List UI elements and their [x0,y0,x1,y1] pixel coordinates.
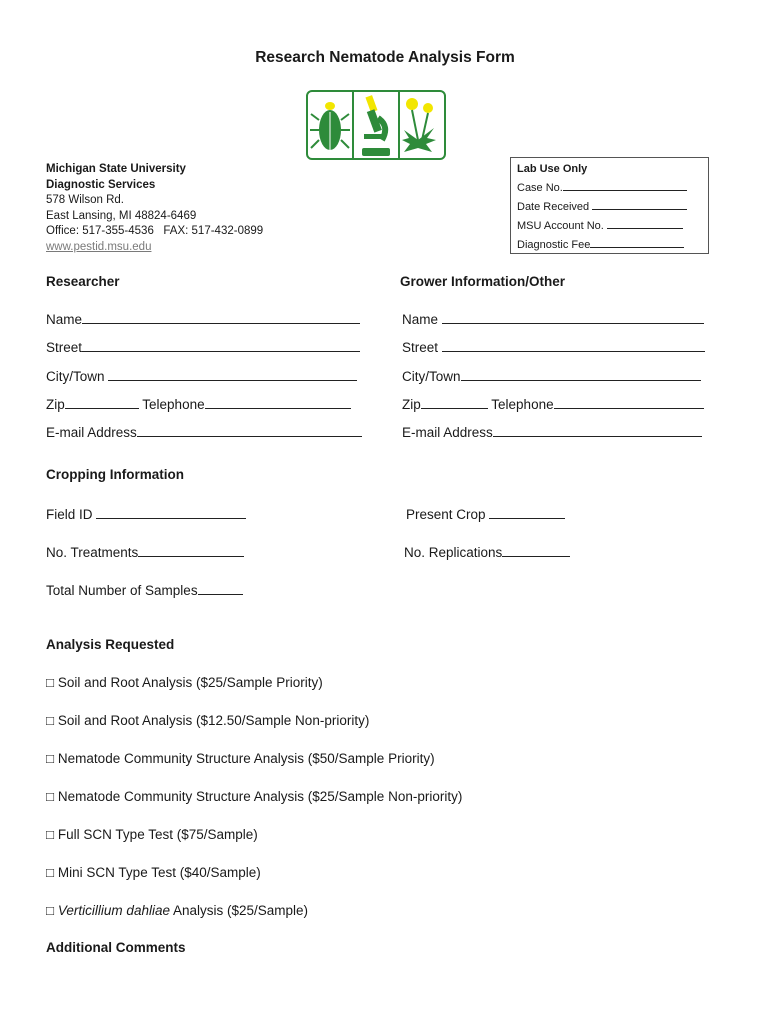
option-label: Nematode Community Structure Analysis ($25/Sample Non-priority) [57,789,463,804]
analysis-option[interactable] [46,827,258,842]
treatments-field[interactable] [46,542,244,560]
grower-street-label: Street [402,340,439,355]
researcher-city-field[interactable] [46,366,357,384]
present-crop-label: Present Crop [406,507,486,522]
researcher-zip-phone-field[interactable] [46,394,351,412]
researcher-city-label: City/Town [46,369,105,384]
checkbox-icon[interactable]: □ [46,675,55,690]
checkbox-icon[interactable]: □ [46,751,55,766]
case-no-label: Case No. [517,182,563,194]
grower-name-label: Name [402,312,439,327]
grower-zip-phone-field[interactable] [402,394,704,412]
date-received-field[interactable] [517,197,702,216]
option-label: Soil and Root Analysis ($25/Sample Priority) [57,675,323,690]
option-label: Analysis ($25/Sample) [169,903,309,918]
option-label: Soil and Root Analysis ($12.50/Sample Non-priority) [57,713,370,728]
researcher-street-field[interactable] [46,337,360,355]
total-samples-label: Total Number of Samples [46,583,198,598]
option-label: Mini SCN Type Test ($40/Sample) [57,865,261,880]
option-label: Nematode Community Structure Analysis ($50/Sample Priority) [57,751,435,766]
org-address [46,162,263,256]
replications-field[interactable] [404,542,570,560]
checkbox-icon[interactable]: □ [46,789,55,804]
grower-email-label: E-mail Address [402,425,493,440]
researcher-name-field[interactable] [46,309,360,327]
case-no-field[interactable] [517,178,702,197]
org-dept: Diagnostic Services [46,178,156,191]
grower-city-field[interactable] [402,366,701,384]
checkbox-icon[interactable]: □ [46,903,55,918]
checkbox-icon[interactable]: □ [46,865,55,880]
account-no-label: MSU Account No. [517,220,604,232]
grower-email-field[interactable] [402,422,702,440]
checkbox-icon[interactable]: □ [46,713,55,728]
page-title: Research Nematode Analysis Form [255,49,515,66]
analysis-option[interactable] [46,751,435,766]
org-street: 578 Wilson Rd. [46,194,124,207]
analysis-option[interactable] [46,675,323,690]
org-name: Michigan State University [46,163,186,175]
diagnostic-fee-field[interactable] [517,235,702,254]
checkbox-icon[interactable]: □ [46,827,55,842]
researcher-zip-label: Zip [46,397,65,412]
org-phone: Office: 517-355-4536 FAX: 517-432-0899 [46,225,264,238]
grower-heading: Grower Information/Other [400,274,566,289]
date-received-label: Date Received [517,201,590,213]
treatments-label: No. Treatments [46,545,139,560]
lab-use-box [510,157,709,254]
analysis-option[interactable] [46,713,369,728]
researcher-street-label: Street [46,340,83,355]
grower-name-field[interactable] [402,309,704,327]
researcher-name-label: Name [46,312,83,327]
msu-diagnostic-logo [306,90,446,160]
analysis-option[interactable] [46,865,261,880]
researcher-email-label: E-mail Address [46,425,137,440]
researcher-telephone-label: Telephone [142,397,205,412]
researcher-email-field[interactable] [46,422,362,440]
present-crop-field[interactable] [406,504,565,522]
grower-telephone-label: Telephone [491,397,554,412]
grower-street-field[interactable] [402,337,705,355]
replications-label: No. Replications [404,545,503,560]
website-link[interactable]: www.pestid.msu.edu [46,240,152,253]
option-italic-label: Verticillium dahliae [57,903,170,918]
analysis-option[interactable] [46,789,462,804]
field-id-label: Field ID [46,507,93,522]
grower-city-label: City/Town [402,369,461,384]
account-no-field[interactable] [517,216,702,235]
comments-heading: Additional Comments [46,940,186,955]
total-samples-field[interactable] [46,580,243,598]
grower-zip-label: Zip [402,397,421,412]
diagnostic-fee-label: Diagnostic Fee [517,239,591,251]
option-label: Full SCN Type Test ($75/Sample) [57,827,258,842]
researcher-heading: Researcher [46,274,120,289]
analysis-option[interactable] [46,903,308,918]
lab-use-heading: Lab Use Only [517,163,588,175]
org-city: East Lansing, MI 48824-6469 [46,209,197,222]
field-id-field[interactable] [46,504,246,522]
cropping-heading: Cropping Information [46,467,184,482]
analysis-heading: Analysis Requested [46,637,175,652]
